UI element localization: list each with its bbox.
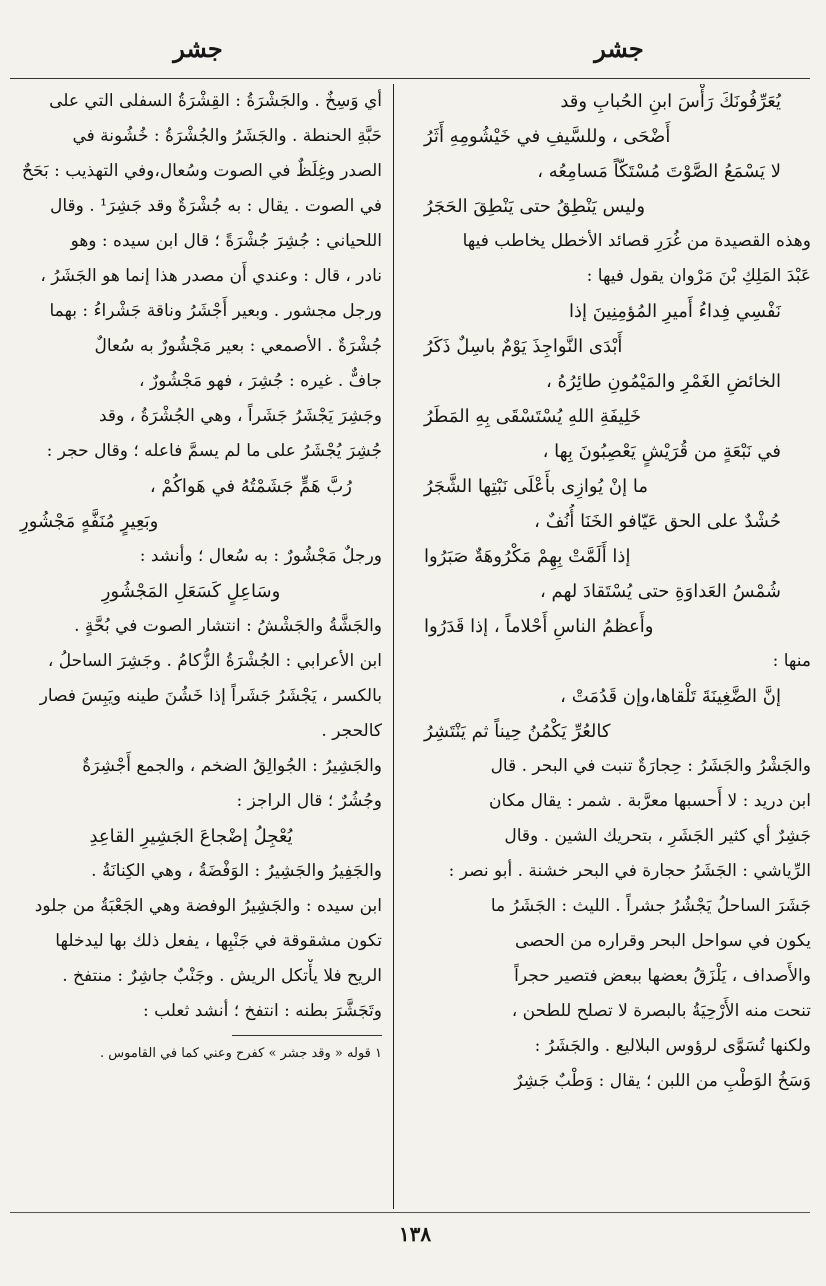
footnote-rule bbox=[232, 1035, 382, 1036]
text-line: جَشِرٌ أي كثير الجَشَرِ ، بتحريك الشين . وقال bbox=[504, 826, 811, 846]
text-line: كالحجر . bbox=[321, 721, 382, 741]
text-line: وجَشِرَ يَجْشَرُ جَشَراً ، وهي الجُشْرَةُ ، وقد bbox=[98, 406, 382, 426]
verse-line: لا يَسْمَعُ الصَّوْتَ مُسْتَكّاً مَسامِعُه ، bbox=[537, 161, 781, 182]
text-line: بالكسر ، يَجْشَرُ جَشَراً إذا خَشُنَ طينه ويَبِسَ فصار bbox=[39, 686, 382, 706]
verse-line: في نَبْعَةٍ من قُرَيْشٍ يَعْصِبُونَ بِها ، bbox=[542, 441, 781, 462]
right-column bbox=[404, 84, 811, 1099]
verse-line: وأَعظمُ الناسِ أَحْلاماً ، إذا قَدَرُوا bbox=[424, 616, 654, 637]
text-line: ابن دريد : لا أَحسبها معرَّبة . شمر : يقال مكان bbox=[489, 791, 811, 811]
text-line: نادر ، قال : وعندي أَن مصدر هذا إنما هو الجَشَرُ ، bbox=[40, 266, 382, 286]
text-line: الصدر وغِلَظٌ في الصوت وسُعال،وفي التهذيب : بَحَحٌ bbox=[22, 161, 382, 181]
verse-line: أَبْدَى النَّواجِذَ يَوْمٌ باسِلٌ ذَكَرُ bbox=[424, 336, 623, 357]
text-line: ورجلٌ مَجْشُورٌ : به سُعال ؛ وأنشد : bbox=[139, 546, 382, 566]
text-line: والجَشْرُ والجَشَرُ : حِجارَةٌ تنبت في البحر . قال bbox=[490, 756, 811, 776]
text-line: والجَشِيرُ : الجُوالِقُ الضخم ، والجمع أَجْشِرَةٌ bbox=[82, 756, 382, 776]
text-line: وجُشُرٌ ؛ قال الراجز : bbox=[236, 791, 382, 811]
column-separator bbox=[393, 84, 394, 1209]
text-line: الرِّياشي : الجَشَرُ حجارة في البحر خشنة . أبو نصر : bbox=[448, 861, 811, 881]
verse-line: كالعُرِّ يَكْمُنُ حِيناً ثم يَنْتَشِرُ bbox=[424, 721, 611, 742]
verse-line: نَفْسِي فِداءُ أَميرِ المُؤمِنِينَ إذا bbox=[568, 301, 781, 322]
verse-line: يُعْجِلُ إضْجاعَ الجَشِيرِ القاعِدِ bbox=[89, 826, 293, 847]
header-rule bbox=[10, 78, 810, 79]
verse-line: وسَاعِلٍ كَسَعَلِ المَجْشُورِ bbox=[101, 581, 281, 602]
verse-line: شُمْسُ العَداوَةِ حتى يُسْتَقادَ لهم ، bbox=[539, 581, 781, 602]
text-line: جُشِرَ يُجْشَرُ على ما لم يسمَّ فاعله ؛ وقال حجر : bbox=[46, 441, 382, 461]
text-line: يكون في سواحل البحر وقراره من الحصى bbox=[514, 931, 811, 951]
page-header-right: جشر bbox=[594, 34, 644, 63]
text-line: جَشَرَ الساحلُ يَجْشُرُ جشراً . الليث : الجَشَرُ ما bbox=[490, 896, 811, 916]
text-line: ابن الأعرابي : الجُشْرَةُ الزُّكامُ . وجَشِرَ الساحلُ ، bbox=[47, 651, 382, 671]
verse-line: أَضْحَى ، وللسَّيفِ في خَيْشُومِهِ أَثَرُ bbox=[424, 126, 671, 147]
footnote: ١ قوله « وقد جشر » كفرح وعني كما في القاموس . bbox=[100, 1046, 382, 1061]
text-line: وَسَخُ الوَطْبِ من اللبن ؛ يقال : وَطْبٌ جَشِرٌ bbox=[514, 1071, 811, 1091]
verse-line: حُشْدٌ على الحق عَيّافو الخَنَا أُنُفٌ ، bbox=[534, 511, 781, 532]
footer-rule bbox=[10, 1212, 810, 1213]
text-line: والأَصداف ، يَلْزَقُ بعضها ببعض فتصير حجراً bbox=[514, 966, 811, 986]
text-line: جافٌّ . غيره : جُشِرَ ، فهو مَجْشُورٌ ، bbox=[139, 371, 382, 391]
text-line: ابن سيده : والجَشِيرُ الوفضة وهي الجَعْبَةُ من جلود bbox=[34, 896, 382, 916]
text-line: حَبَّةِ الحنطة . والجَشَرُ والجُشْرَةُ : خُشُونة في bbox=[72, 126, 382, 146]
text-line: والجَشَّةُ والجَشْشُ : انتشار الصوت في بُحَّةٍ . bbox=[74, 616, 382, 636]
text-line: عَبْدَ المَلِكِ بْنَ مَرْوان يقول فيها : bbox=[586, 266, 811, 286]
left-column bbox=[0, 84, 382, 1068]
text-line: وتَجَشَّرَ بطنه : انتفخ ؛ أنشد ثعلب : bbox=[142, 1001, 382, 1021]
verse-line: ما إنْ يُوازِى بأَعْلَى نَبْتِها الشَّجَرُ bbox=[424, 476, 648, 497]
text-line: اللحياني : جُشِرَ جُشْرَةً ؛ قال ابن سيده : وهو bbox=[70, 231, 382, 251]
text-line: تكون مشقوقة في جَنْبِها ، يفعل ذلك بها ليدخلها bbox=[55, 931, 382, 951]
verse-line: رُبَّ هَمٍّ جَشَمْتُهُ في هَواكُمْ ، bbox=[149, 476, 352, 497]
verse-line: الخائضِ الغَمْرِ والمَيْمُونِ طائِرُهُ ، bbox=[546, 371, 781, 392]
text-line: والجَفِيرُ والجَشِيرُ : الوَفْضَةُ ، وهي الكِنانَةُ . bbox=[91, 861, 382, 881]
verse-line: إذا أَلَمَّتْ بِهِمْ مَكْرُوهَةٌ صَبَرُوا bbox=[424, 546, 631, 567]
text-line: وهذه القصيدة من غُرَرِ قصائد الأخطل يخاطب فيها bbox=[462, 231, 811, 251]
verse-line: خَلِيفَةِ اللهِ يُسْتَسْقَى بِهِ المَطَرُ bbox=[424, 406, 642, 427]
text-line: في الصوت . يقال : به جُشْرَةٌ وقد جَشِرَ¹ . وقال bbox=[50, 196, 382, 216]
text-line: ورجل مجشور . وبعير أَجْشَرُ وناقة جَشْراءُ : بهما bbox=[49, 301, 382, 321]
page-header-left: جشر bbox=[173, 34, 223, 63]
text-line: منها : bbox=[772, 651, 811, 671]
text-line: أي وَسِخٌ . والجَشْرَةُ : القِشْرَةُ السفلى التي على bbox=[49, 91, 382, 111]
text-line: جُشْرَةٌ . الأصمعي : بعير مَجْشُورٌ به سُعالٌ bbox=[94, 336, 382, 356]
text-line: ولكنها تُسَوَّى لرؤوس البلاليع . والجَشَرُ : bbox=[534, 1036, 811, 1056]
text-line: الريح فلا يأْتكل الريش . وجَنْبٌ جاشِرٌ : منتفخ . bbox=[62, 966, 382, 986]
page-number: ١٣٨ bbox=[398, 1222, 432, 1246]
verse-line: يُعَرِّفُونَكَ رَأْسَ ابنِ الحُبابِ وقد bbox=[560, 91, 781, 112]
text-line: تنحت منه الأَرْحِيَةُ بالبصرة لا تصلح للطحن ، bbox=[511, 1001, 811, 1021]
verse-line: وبَعِيرٍ مُنَفَّهٍ مَجْشُورِ bbox=[20, 511, 159, 532]
verse-line: إنَّ الضَّغِينَةَ تَلْقاها،وإن قَدُمَتْ ، bbox=[560, 686, 781, 707]
verse-line: وليس يَنْطِقُ حتى يَنْطِقَ الحَجَرُ bbox=[424, 196, 646, 217]
